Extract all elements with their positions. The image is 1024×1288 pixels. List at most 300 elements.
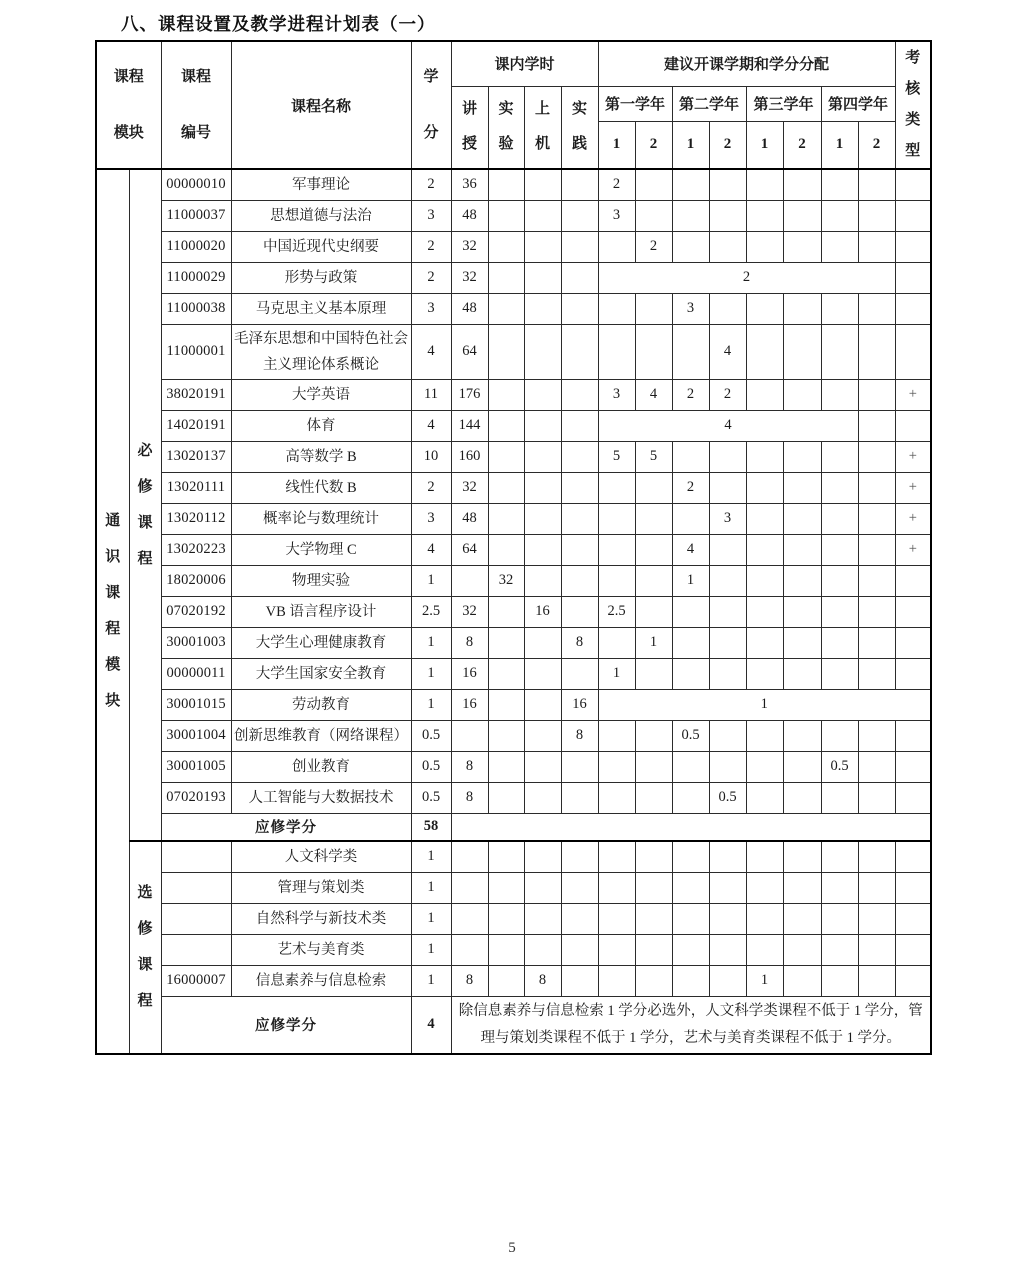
credits-cell: 2.5 <box>411 596 451 627</box>
semester-credit-cell <box>635 903 672 934</box>
assessment-cell: + <box>895 503 931 534</box>
course-code-cell <box>161 903 231 934</box>
course-row <box>96 565 931 596</box>
semester-credit-cell: 1 <box>598 658 635 689</box>
semester-credit-cell <box>746 720 783 751</box>
semester-credit-cell <box>746 934 783 965</box>
summary-credits-cell: 58 <box>411 813 451 841</box>
assessment-cell <box>895 293 931 324</box>
semester-credit-cell <box>783 627 821 658</box>
credits-cell: 1 <box>411 689 451 720</box>
lecture-hours-cell: 176 <box>451 379 488 410</box>
assessment-cell: + <box>895 472 931 503</box>
semester-credit-cell <box>783 324 821 379</box>
lecture-hours-cell: 8 <box>451 965 488 996</box>
assessment-cell <box>895 410 931 441</box>
semester-credit-cell <box>746 472 783 503</box>
semester-credit-cell <box>635 720 672 751</box>
module-group-label: 通识课程模块 <box>105 513 121 710</box>
computer-hours-cell <box>524 293 561 324</box>
course-row <box>96 503 931 534</box>
semester-credit-cell <box>858 534 895 565</box>
header-lecture-label: 讲授 <box>461 101 477 153</box>
semester-credit-cell <box>709 872 746 903</box>
header-lab-label: 实验 <box>498 101 514 153</box>
course-code-cell: 13020112 <box>161 503 231 534</box>
assessment-cell <box>895 627 931 658</box>
semester-credit-cell <box>598 534 635 565</box>
semester-credit-merged-cell: 2 <box>598 262 895 293</box>
credits-cell: 4 <box>411 534 451 565</box>
course-row <box>96 782 931 813</box>
semester-credit-cell <box>858 627 895 658</box>
header-course-code <box>161 41 231 169</box>
semester-credit-cell <box>746 782 783 813</box>
semester-credit-cell: 3 <box>598 200 635 231</box>
semester-credit-cell <box>709 169 746 200</box>
credits-cell: 1 <box>411 934 451 965</box>
lab-hours-cell <box>488 689 524 720</box>
course-name-cell: 大学生心理健康教育 <box>231 627 411 658</box>
semester-credit-cell <box>858 293 895 324</box>
practice-hours-cell <box>561 903 598 934</box>
computer-hours-cell <box>524 200 561 231</box>
table-body <box>96 169 931 1054</box>
course-name-cell: 大学英语 <box>231 379 411 410</box>
semester-credit-cell <box>783 903 821 934</box>
lecture-hours-cell <box>451 934 488 965</box>
header-course-code-label: 课程编号 <box>180 69 211 141</box>
lecture-hours-cell: 64 <box>451 324 488 379</box>
semester-credit-cell: 2 <box>635 231 672 262</box>
course-row <box>96 200 931 231</box>
semester-credit-cell <box>858 200 895 231</box>
semester-credit-cell <box>746 596 783 627</box>
lecture-hours-cell <box>451 903 488 934</box>
lecture-hours-cell: 48 <box>451 503 488 534</box>
semester-credit-cell <box>598 627 635 658</box>
course-code-cell: 11000038 <box>161 293 231 324</box>
semester-credit-cell <box>672 841 709 872</box>
semester-credit-cell <box>598 231 635 262</box>
semester-credit-cell <box>858 751 895 782</box>
lab-hours-cell <box>488 720 524 751</box>
course-name-cell: 信息素养与信息检索 <box>231 965 411 996</box>
semester-credit-cell <box>858 379 895 410</box>
course-row <box>96 934 931 965</box>
semester-credit-cell: 1 <box>746 965 783 996</box>
lab-hours-cell <box>488 503 524 534</box>
table-header <box>96 41 931 169</box>
semester-credit-cell <box>858 410 895 441</box>
lecture-hours-cell: 16 <box>451 658 488 689</box>
practice-hours-cell <box>561 565 598 596</box>
course-code-cell: 13020111 <box>161 472 231 503</box>
header-sem-2: 2 <box>635 121 672 169</box>
practice-hours-cell <box>561 262 598 293</box>
semester-credit-cell: 2 <box>598 169 635 200</box>
assessment-cell <box>895 324 931 379</box>
lab-hours-cell <box>488 324 524 379</box>
semester-credit-cell: 0.5 <box>821 751 858 782</box>
semester-credit-cell <box>858 782 895 813</box>
semester-credit-cell <box>746 627 783 658</box>
header-sem-5: 1 <box>746 121 783 169</box>
lab-hours-cell <box>488 231 524 262</box>
semester-credit-cell <box>635 534 672 565</box>
header-assessment <box>895 41 931 169</box>
semester-credit-cell <box>746 169 783 200</box>
semester-credit-cell <box>672 169 709 200</box>
credits-cell: 4 <box>411 324 451 379</box>
header-lab <box>488 86 524 169</box>
semester-credit-cell <box>821 965 858 996</box>
semester-credit-cell <box>783 231 821 262</box>
semester-credit-cell <box>821 293 858 324</box>
practice-hours-cell <box>561 934 598 965</box>
computer-hours-cell <box>524 441 561 472</box>
course-code-cell: 07020192 <box>161 596 231 627</box>
course-row <box>96 534 931 565</box>
semester-credit-cell <box>858 965 895 996</box>
course-name-cell: 形势与政策 <box>231 262 411 293</box>
semester-credit-cell: 0.5 <box>709 782 746 813</box>
course-row <box>96 441 931 472</box>
semester-credit-cell <box>598 293 635 324</box>
semester-credit-cell <box>821 324 858 379</box>
course-row <box>96 872 931 903</box>
course-name-cell: 创业教育 <box>231 751 411 782</box>
page-title: 八、课程设置及教学进程计划表（一） <box>121 14 436 34</box>
semester-credit-cell: 3 <box>709 503 746 534</box>
lab-hours-cell: 32 <box>488 565 524 596</box>
course-code-cell: 14020191 <box>161 410 231 441</box>
semester-credit-cell <box>635 200 672 231</box>
credits-cell: 1 <box>411 841 451 872</box>
computer-hours-cell <box>524 169 561 200</box>
course-code-cell <box>161 934 231 965</box>
lab-hours-cell <box>488 293 524 324</box>
course-row <box>96 720 931 751</box>
semester-credit-cell <box>783 379 821 410</box>
lab-hours-cell <box>488 934 524 965</box>
lab-hours-cell <box>488 841 524 872</box>
header-sem-8: 2 <box>858 121 895 169</box>
credits-cell: 1 <box>411 903 451 934</box>
header-credits <box>411 41 451 169</box>
credits-cell: 0.5 <box>411 751 451 782</box>
semester-credit-cell <box>635 324 672 379</box>
course-row <box>96 903 931 934</box>
computer-hours-cell <box>524 658 561 689</box>
semester-credit-cell <box>709 841 746 872</box>
lecture-hours-cell: 36 <box>451 169 488 200</box>
lab-hours-cell <box>488 965 524 996</box>
course-name-cell: 体育 <box>231 410 411 441</box>
semester-credit-cell <box>858 720 895 751</box>
semester-credit-cell <box>858 565 895 596</box>
lecture-hours-cell: 32 <box>451 472 488 503</box>
semester-credit-cell <box>821 658 858 689</box>
practice-hours-cell <box>561 751 598 782</box>
computer-hours-cell <box>524 841 561 872</box>
lecture-hours-cell: 160 <box>451 441 488 472</box>
header-year-1: 第一学年 <box>598 86 672 121</box>
semester-credit-cell <box>858 169 895 200</box>
lecture-hours-cell: 32 <box>451 231 488 262</box>
computer-hours-cell <box>524 720 561 751</box>
semester-credit-cell: 4 <box>635 379 672 410</box>
semester-credit-cell <box>709 934 746 965</box>
semester-credit-cell <box>709 751 746 782</box>
section-label: 必修课程 <box>137 443 153 567</box>
course-row <box>96 410 931 441</box>
credits-cell: 4 <box>411 410 451 441</box>
semester-credit-cell <box>635 293 672 324</box>
semester-credit-cell <box>598 565 635 596</box>
semester-credit-cell: 4 <box>672 534 709 565</box>
semester-credit-cell <box>598 782 635 813</box>
lecture-hours-cell <box>451 720 488 751</box>
semester-credit-cell <box>672 231 709 262</box>
course-code-cell: 30001004 <box>161 720 231 751</box>
assessment-cell <box>895 934 931 965</box>
header-practice <box>561 86 598 169</box>
semester-credit-cell <box>598 903 635 934</box>
course-row <box>96 596 931 627</box>
lecture-hours-cell: 48 <box>451 293 488 324</box>
course-row <box>96 689 931 720</box>
semester-credit-cell <box>598 720 635 751</box>
lab-hours-cell <box>488 200 524 231</box>
semester-credit-cell <box>746 534 783 565</box>
semester-credit-cell <box>672 934 709 965</box>
credits-cell: 0.5 <box>411 720 451 751</box>
credits-cell: 3 <box>411 200 451 231</box>
semester-credit-cell <box>783 841 821 872</box>
practice-hours-cell <box>561 965 598 996</box>
course-row <box>96 841 931 872</box>
semester-credit-cell <box>635 565 672 596</box>
semester-credit-cell <box>783 565 821 596</box>
header-sem-6: 2 <box>783 121 821 169</box>
semester-credit-cell <box>821 934 858 965</box>
credits-cell: 2 <box>411 231 451 262</box>
course-code-cell: 00000010 <box>161 169 231 200</box>
practice-hours-cell <box>561 410 598 441</box>
assessment-cell <box>895 565 931 596</box>
semester-credit-cell <box>709 534 746 565</box>
lecture-hours-cell: 8 <box>451 627 488 658</box>
semester-credit-cell <box>783 934 821 965</box>
credits-cell: 10 <box>411 441 451 472</box>
lab-hours-cell <box>488 441 524 472</box>
semester-credit-cell <box>709 596 746 627</box>
semester-credit-cell <box>598 872 635 903</box>
practice-hours-cell <box>561 782 598 813</box>
computer-hours-cell <box>524 751 561 782</box>
computer-hours-cell <box>524 534 561 565</box>
header-assessment-label: 考核类型 <box>905 50 921 159</box>
header-year-3: 第三学年 <box>746 86 821 121</box>
computer-hours-cell <box>524 782 561 813</box>
computer-hours-cell <box>524 689 561 720</box>
summary-label-cell: 应修学分 <box>161 996 411 1054</box>
semester-credit-cell <box>672 200 709 231</box>
course-row <box>96 169 931 200</box>
summary-note-cell: 除信息素养与信息检索 1 学分必选外，人文科学类课程不低于 1 学分，管理与策划类课程不低于 1 学分，艺术与美育类课程不低于 1 学分。 <box>451 996 931 1054</box>
header-practice-label: 实践 <box>571 101 587 153</box>
header-sem-7: 1 <box>821 121 858 169</box>
semester-credit-merged-cell: 1 <box>598 689 931 720</box>
course-row <box>96 751 931 782</box>
practice-hours-cell <box>561 231 598 262</box>
module-group-cell <box>96 169 129 1054</box>
semester-credit-cell <box>746 503 783 534</box>
semester-credit-cell <box>783 293 821 324</box>
course-name-cell: 中国近现代史纲要 <box>231 231 411 262</box>
header-computer <box>524 86 561 169</box>
semester-credit-cell: 4 <box>709 324 746 379</box>
summary-row <box>96 996 931 1054</box>
lab-hours-cell <box>488 658 524 689</box>
semester-credit-cell <box>672 782 709 813</box>
semester-credit-cell <box>709 627 746 658</box>
credits-cell: 2 <box>411 472 451 503</box>
credits-cell: 1 <box>411 658 451 689</box>
assessment-cell: + <box>895 534 931 565</box>
semester-credit-cell <box>858 231 895 262</box>
course-name-cell: 线性代数 B <box>231 472 411 503</box>
semester-credit-cell <box>821 903 858 934</box>
course-name-cell: 物理实验 <box>231 565 411 596</box>
computer-hours-cell <box>524 503 561 534</box>
course-name-cell: 创新思维教育（网络课程） <box>231 720 411 751</box>
semester-credit-cell <box>783 169 821 200</box>
summary-credits-cell: 4 <box>411 996 451 1054</box>
semester-credit-cell <box>783 441 821 472</box>
course-name-cell: 军事理论 <box>231 169 411 200</box>
semester-credit-cell <box>746 293 783 324</box>
lecture-hours-cell <box>451 872 488 903</box>
assessment-cell: + <box>895 379 931 410</box>
semester-credit-cell <box>746 441 783 472</box>
lecture-hours-cell: 144 <box>451 410 488 441</box>
semester-credit-cell <box>858 872 895 903</box>
header-module <box>96 41 161 169</box>
practice-hours-cell <box>561 596 598 627</box>
section-label: 选修课程 <box>137 885 153 1010</box>
semester-credit-cell <box>635 472 672 503</box>
lecture-hours-cell: 64 <box>451 534 488 565</box>
header-in-class-hours: 课内学时 <box>451 41 598 86</box>
page-number: 5 <box>508 1240 516 1256</box>
semester-credit-cell <box>746 872 783 903</box>
semester-credit-cell <box>858 841 895 872</box>
practice-hours-cell <box>561 472 598 503</box>
assessment-cell <box>895 872 931 903</box>
assessment-cell <box>895 782 931 813</box>
semester-credit-cell: 2 <box>672 379 709 410</box>
assessment-cell: + <box>895 441 931 472</box>
semester-credit-cell <box>821 441 858 472</box>
semester-credit-cell <box>709 720 746 751</box>
semester-credit-cell <box>635 169 672 200</box>
semester-credit-cell <box>635 841 672 872</box>
computer-hours-cell <box>524 627 561 658</box>
semester-credit-cell <box>783 751 821 782</box>
course-row <box>96 627 931 658</box>
semester-credit-cell <box>635 503 672 534</box>
semester-credit-cell <box>821 200 858 231</box>
lab-hours-cell <box>488 379 524 410</box>
course-code-cell <box>161 841 231 872</box>
semester-credit-cell <box>858 503 895 534</box>
computer-hours-cell <box>524 934 561 965</box>
semester-credit-cell <box>635 658 672 689</box>
semester-credit-cell <box>821 534 858 565</box>
credits-cell: 11 <box>411 379 451 410</box>
assessment-cell <box>895 841 931 872</box>
course-code-cell: 18020006 <box>161 565 231 596</box>
lab-hours-cell <box>488 903 524 934</box>
lecture-hours-cell: 16 <box>451 689 488 720</box>
lab-hours-cell <box>488 472 524 503</box>
lab-hours-cell <box>488 534 524 565</box>
semester-credit-cell <box>858 658 895 689</box>
semester-credit-cell <box>709 658 746 689</box>
semester-credit-cell <box>783 720 821 751</box>
computer-hours-cell <box>524 565 561 596</box>
semester-credit-cell <box>821 841 858 872</box>
course-code-cell: 38020191 <box>161 379 231 410</box>
credits-cell: 3 <box>411 503 451 534</box>
semester-credit-cell: 1 <box>672 565 709 596</box>
semester-credit-cell <box>858 903 895 934</box>
practice-hours-cell <box>561 324 598 379</box>
semester-credit-cell <box>709 200 746 231</box>
header-semester-allocation: 建议开课学期和学分分配 <box>598 41 895 86</box>
summary-row <box>96 813 931 841</box>
header-sem-4: 2 <box>709 121 746 169</box>
lab-hours-cell <box>488 410 524 441</box>
lecture-hours-cell <box>451 841 488 872</box>
header-row-1 <box>96 41 931 86</box>
section-label-cell <box>129 169 161 841</box>
computer-hours-cell <box>524 872 561 903</box>
semester-credit-cell <box>635 934 672 965</box>
course-name-cell: 概率论与数理统计 <box>231 503 411 534</box>
semester-credit-cell <box>598 503 635 534</box>
semester-credit-cell <box>746 903 783 934</box>
semester-credit-cell <box>746 231 783 262</box>
lab-hours-cell <box>488 872 524 903</box>
header-computer-label: 上机 <box>534 101 550 153</box>
course-code-cell: 30001003 <box>161 627 231 658</box>
course-row <box>96 379 931 410</box>
credits-cell: 1 <box>411 565 451 596</box>
semester-credit-cell: 0.5 <box>672 720 709 751</box>
assessment-cell <box>895 596 931 627</box>
course-row <box>96 324 931 379</box>
assessment-cell <box>895 231 931 262</box>
semester-credit-cell <box>783 872 821 903</box>
header-sem-1: 1 <box>598 121 635 169</box>
semester-credit-cell <box>783 596 821 627</box>
semester-credit-cell <box>746 324 783 379</box>
practice-hours-cell <box>561 534 598 565</box>
course-name-cell: 马克思主义基本原理 <box>231 293 411 324</box>
